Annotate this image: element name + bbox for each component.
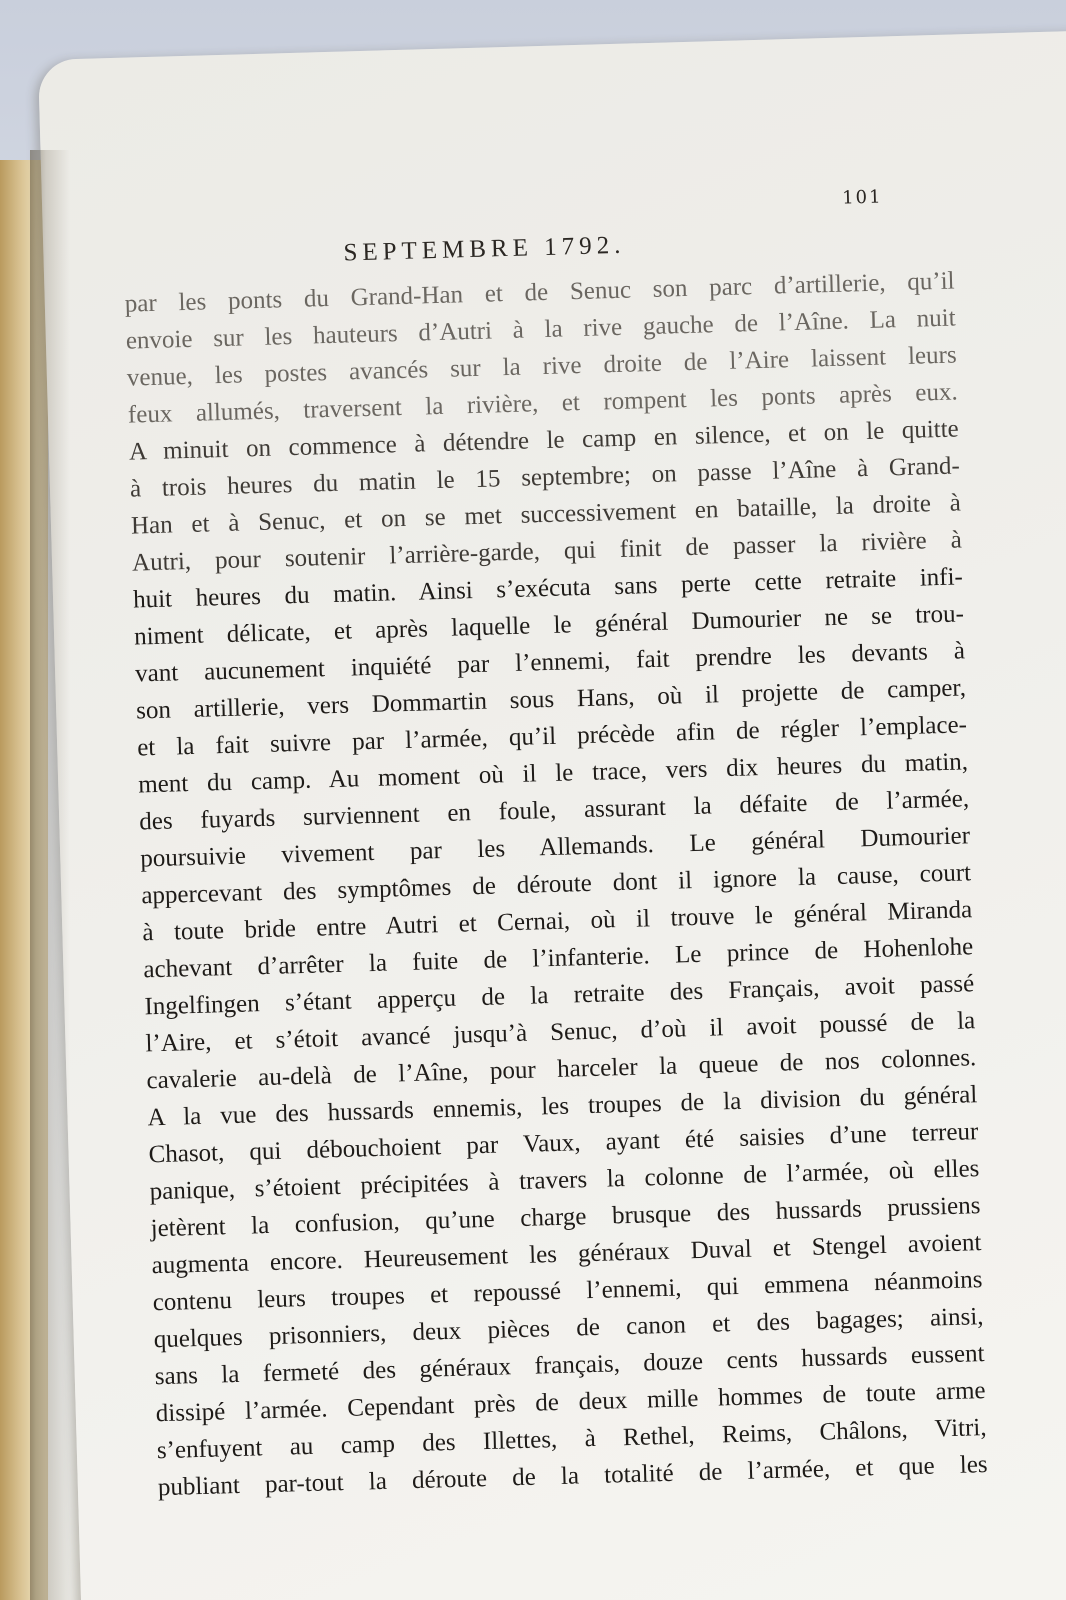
text-line: A minuit on commence à détendre le camp en silence, et on le quitte xyxy=(128,415,960,466)
text-line: poursuivie vivement par les Allemands. Le général Dumourier xyxy=(139,822,971,873)
text-line: et la fait suivre par l’armée, qu’il précède afin de régler l’emplace- xyxy=(136,711,968,762)
text-line: à trois heures du matin le 15 septembre; on passe l’Aîne à Grand- xyxy=(129,452,961,503)
text-line: dissipé l’armée. Cependant près de deux mille hommes de toute arme xyxy=(155,1377,986,1428)
text-line: cavalerie au-delà de l’Aîne, pour harceler la queue de nos colonnes. xyxy=(146,1044,977,1095)
text-line: quelques prisonniers, deux pièces de canon et des bagages; ainsi, xyxy=(153,1303,984,1354)
page-number: 101 xyxy=(841,186,883,209)
text-line: feux allumés, traversent la rivière, et rompent les ponts après eux. xyxy=(127,378,959,429)
text-line: Han et à Senuc, et on se met successivement en bataille, la droite à xyxy=(130,489,962,540)
text-line: vant aucunement inquiété par l’ennemi, fait prendre les devants à xyxy=(134,637,966,688)
text-line: Autri, pour soutenir l’arrière-garde, qui finit de passer la rivière à xyxy=(131,526,963,577)
text-line: jetèrent la confusion, qu’une charge brusque des hussards prussiens xyxy=(150,1192,981,1243)
text-line: son artillerie, vers Dommartin sous Hans, où il projette de camper, xyxy=(135,674,967,725)
gutter-shadow xyxy=(30,150,70,1600)
text-line: sans la fermeté des généraux français, douze cents hussards eussent xyxy=(154,1340,985,1391)
text-line: Chasot, qui débouchoient par Vaux, ayant été saisies d’une terreur xyxy=(148,1118,979,1169)
text-line: niment délicate, et après laquelle le général Dumourier ne se trou- xyxy=(133,600,965,651)
text-line: achevant d’arrêter la fuite de l’infanterie. Le prince de Hohenlohe xyxy=(143,933,974,984)
text-line: l’Aire, et s’étoit avancé jusqu’à Senuc, d’où il avoit poussé de la xyxy=(145,1007,976,1058)
text-line: A la vue des hussards ennemis, les troupes de la division du général xyxy=(147,1081,978,1132)
running-head: SEPTEMBRE 1792. xyxy=(343,231,626,267)
text-line: augmenta encore. Heureusement les généraux Duval et Stengel avoient xyxy=(151,1229,982,1280)
text-line: publiant par-tout la déroute de la totalité de l’armée, et que les xyxy=(157,1451,988,1502)
text-line: huit heures du matin. Ainsi s’exécuta sans perte cette retraite infi- xyxy=(132,563,964,614)
text-line: par les ponts du Grand-Han et de Senuc son parc d’artillerie, qu’il xyxy=(124,267,955,318)
text-line: panique, s’étoient précipitées à travers la colonne de l’armée, où elles xyxy=(149,1155,980,1206)
body-text xyxy=(124,263,988,1507)
text-line: s’enfuyent au camp des Illettes, à Rethel, Reims, Châlons, Vitri, xyxy=(156,1414,987,1465)
text-line: appercevant des symptômes de déroute dont il ignore la cause, court xyxy=(141,859,972,910)
text-line: contenu leurs troupes et repoussé l’ennemi, qui emmena néanmoins xyxy=(152,1266,983,1317)
text-line: des fuyards surviennent en foule, assurant la défaite de l’armée, xyxy=(138,785,970,836)
book-page xyxy=(38,29,1066,1600)
text-line: envoie sur les hauteurs d’Autri à la rive gauche de l’Aîne. La nuit xyxy=(125,304,956,355)
text-line: venue, les postes avancés sur la rive droite de l’Aire laissent leurs xyxy=(126,341,957,392)
text-line: ment du camp. Au moment où il le trace, vers dix heures du matin, xyxy=(137,748,969,799)
text-line: à toute bride entre Autri et Cernai, où il trouve le général Miranda xyxy=(142,896,973,947)
text-line: Ingelfingen s’étant apperçu de la retraite des Français, avoit passé xyxy=(144,970,975,1021)
